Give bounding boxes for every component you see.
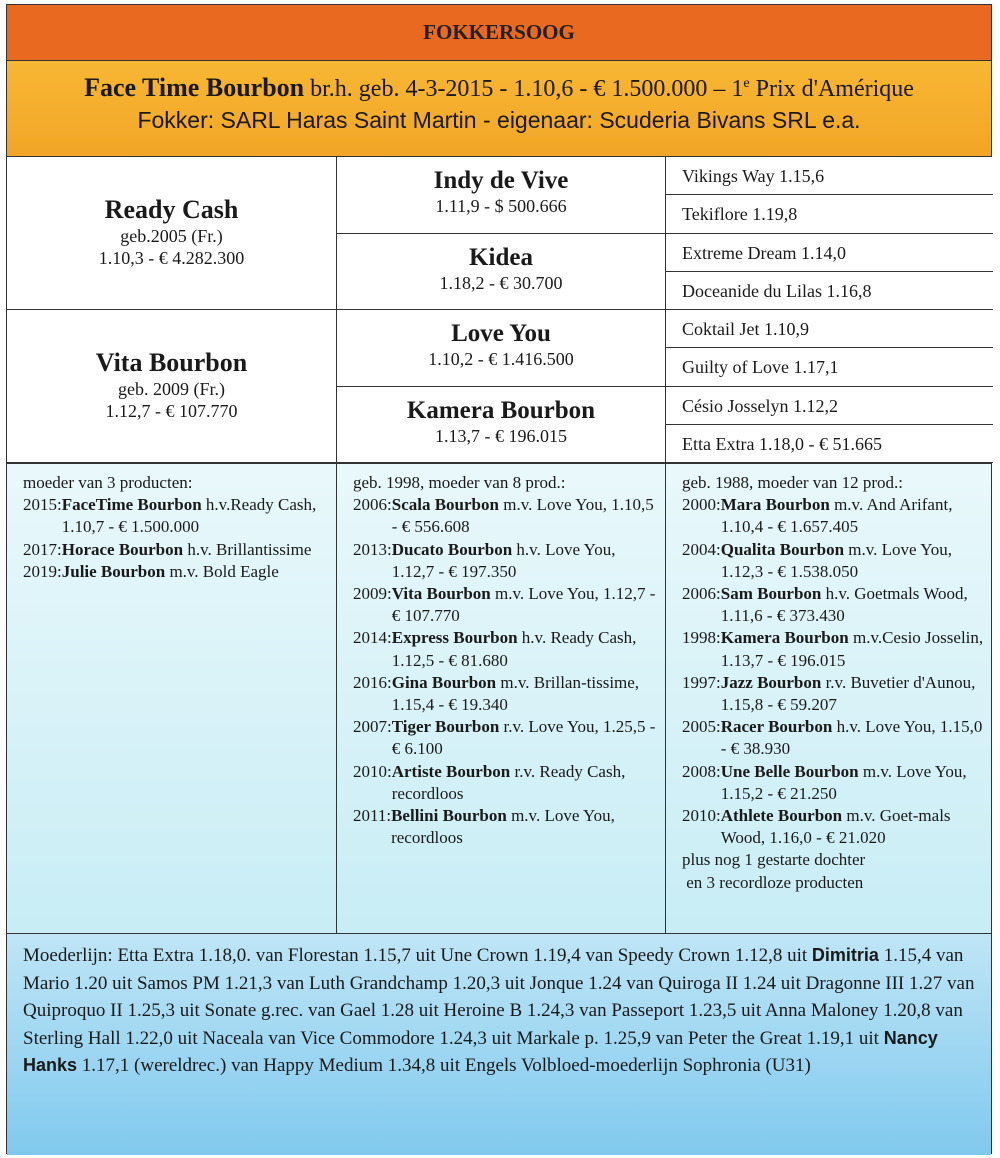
entry-name: Sam Bourbon — [720, 584, 822, 604]
entry-name: Express Bourbon — [391, 628, 518, 648]
great-grandparent-cell: Extreme Dream 1.14,0 — [666, 234, 993, 272]
grandparent-cell — [337, 157, 666, 234]
entry-year: 2015: — [23, 495, 62, 515]
column-header: geb. 1998, moeder van 8 prod.: — [353, 473, 566, 492]
offspring-entry — [682, 805, 993, 849]
entry-year: 2009: — [353, 584, 392, 604]
entry-name: Vita Bourbon — [391, 584, 491, 604]
entry-name: Une Belle Bourbon — [720, 761, 859, 781]
great-grandparent-cell: Césio Josselyn 1.12,2 — [666, 387, 993, 425]
sire-record: 1.10,3 - € 4.282.300 — [98, 248, 245, 268]
entry-year: 2010: — [682, 806, 721, 826]
offspring-entry — [682, 761, 993, 805]
grandparent-name: Love You — [451, 320, 551, 347]
entry-details: h.v. Ready Cash, 1.12,5 - € 81.680 — [391, 628, 637, 670]
offspring-entry — [682, 672, 993, 716]
entry-year: 2007: — [353, 717, 392, 737]
horse-details: br.h. geb. 4-3-2015 - 1.10,6 - € 1.500.000 – 1 — [304, 76, 744, 102]
great-grandparent-cell: Coktail Jet 1.10,9 — [666, 310, 993, 348]
offspring-entry — [23, 539, 336, 561]
great-grandparent-cell: Tekiflore 1.19,8 — [666, 195, 993, 233]
dam-record: 1.12,7 - € 107.770 — [105, 401, 238, 421]
great-grandparent-cell: Etta Extra 1.18,0 - € 51.665 — [666, 425, 993, 463]
grandparent-cell — [337, 234, 666, 311]
entry-year: 2005: — [682, 717, 721, 737]
entry-year: 2004: — [682, 539, 721, 559]
moederlijn-highlight: Dimitria — [811, 945, 879, 965]
sire-born: geb.2005 (Fr.) — [120, 226, 223, 246]
column-header: geb. 1988, moeder van 12 prod.: — [682, 473, 903, 492]
offspring-entry — [353, 494, 665, 538]
breeder-owner-line: Fokker: SARL Haras Saint Martin - eigenaar: Scuderia Bivans SRL e.a. — [137, 107, 861, 133]
grandparent-record: 1.13,7 - € 196.015 — [435, 425, 567, 446]
great-grandparent-cell: Vikings Way 1.15,6 — [666, 157, 993, 195]
offspring-entry — [353, 672, 665, 716]
dam-born: geb. 2009 (Fr.) — [118, 379, 225, 399]
entry-name: Mara Bourbon — [720, 495, 830, 515]
moederlijn-text: 1.15,4 van Mario 1.20 uit Samos PM 1.21,3 van Luth Grandchamp 1.20,3 uit Jonque 1.24 van Quiroga II 1.24 uit Dragonne III 1.27 van Quiproquo II 1.25,3 uit Sonate g.rec. van Gael 1.28 uit Heroine B 1.24,3 van Passeport 1.23,5 uit Anna Maloney 1.20,8 van Sterling Hall 1.22,0 uit Naceala van Vice Commodore 1.24,3 uit Markale p. 1.25,9 van Peter the Great 1.19,1 uit — [23, 945, 975, 1049]
column-footer: en 3 recordloze producten — [682, 872, 864, 892]
grandparent-name: Indy de Vive — [433, 167, 569, 194]
entry-details: r.v. Love You, 1.25,5 - € 6.100 — [391, 717, 656, 759]
offspring-entry — [682, 627, 993, 671]
entry-details: r.v. Buvetier d'Aunou, 1.15,8 - € 59.207 — [720, 672, 976, 715]
entry-year: 2014: — [353, 628, 392, 648]
entry-details: m.v. Love You, 1.15,2 - € 21.250 — [720, 761, 967, 803]
entry-details: m.v. Bold Eagle — [165, 561, 279, 581]
column-header: moeder van 3 producten: — [23, 473, 193, 492]
entry-details: m.v. Goet-mals Wood, 1.16,0 - € 21.020 — [720, 806, 951, 848]
offspring-section — [7, 463, 991, 933]
entry-details: m.v. Love You, 1.12,3 - € 1.538.050 — [720, 539, 953, 581]
offspring-column-granddam — [337, 464, 666, 934]
offspring-entry — [353, 716, 665, 760]
entry-year: 2019: — [23, 561, 62, 581]
entry-name: FaceTime Bourbon — [61, 495, 202, 515]
offspring-entry — [23, 494, 336, 538]
offspring-entry — [353, 761, 665, 805]
grandparent-record: 1.10,2 - € 1.416.500 — [428, 349, 574, 369]
offspring-entry — [23, 561, 336, 583]
offspring-column-great-granddam — [666, 464, 993, 934]
entry-name: Tiger Bourbon — [391, 717, 500, 737]
section-title: FOKKERSOOG — [7, 5, 991, 61]
grandparent-cell — [337, 387, 666, 464]
entry-details: r.v. Ready Cash, recordloos — [391, 761, 626, 803]
offspring-entry — [353, 627, 665, 671]
grandparent-name: Kidea — [469, 243, 533, 271]
entry-details: m.v. Brillan-tissime, 1.15,4 - € 19.340 — [391, 672, 640, 715]
entry-details: m.v. Love You, recordloos — [391, 806, 615, 848]
entry-name: Racer Bourbon — [720, 717, 833, 737]
entry-name: Bellini Bourbon — [391, 806, 507, 826]
offspring-entry — [353, 805, 665, 849]
entry-year: 2008: — [682, 761, 721, 781]
offspring-entry — [682, 539, 993, 583]
offspring-entry — [682, 716, 993, 760]
entry-name: Athlete Bourbon — [720, 806, 843, 826]
entry-year: 1997: — [682, 672, 721, 692]
entry-details: m.v.Cesio Josselin, 1.13,7 - € 196.015 — [720, 628, 984, 670]
entry-year: 2016: — [353, 672, 392, 692]
offspring-entry — [682, 583, 993, 627]
dam-cell — [7, 310, 337, 463]
entry-details: h.v. Goetmals Wood, 1.11,6 - € 373.430 — [720, 584, 968, 626]
horse-details-sup: e — [743, 76, 750, 91]
entry-name: Qualita Bourbon — [720, 539, 845, 559]
great-grandparent-cell: Doceanide du Lilas 1.16,8 — [666, 272, 993, 310]
horse-name: Face Time Bourbon — [84, 73, 305, 102]
entry-year: 1998: — [682, 628, 721, 648]
entry-year: 2017: — [23, 539, 62, 559]
great-grandparent-cell: Guilty of Love 1.17,1 — [666, 348, 993, 386]
offspring-entry — [353, 539, 665, 583]
entry-name: Jazz Bourbon — [720, 672, 822, 692]
horse-header — [7, 61, 991, 157]
sire-cell — [7, 157, 337, 310]
entry-details: h.v. Love You, 1.15,0 - € 38.930 — [720, 717, 983, 759]
dam-name: Vita Bourbon — [95, 348, 248, 377]
pedigree-table — [7, 157, 991, 463]
column-footer: plus nog 1 gestarte dochter — [682, 850, 866, 870]
entry-name: Gina Bourbon — [391, 672, 497, 692]
moederlijn-text: 1.17,1 (wereldrec.) van Happy Medium 1.34,8 uit Engels Volbloed-moederlijn Sophronia (U31) — [77, 1055, 811, 1076]
grandparent-record: 1.18,2 - € 30.700 — [439, 272, 563, 293]
offspring-column-dam — [7, 464, 337, 934]
fokkersoog-sheet — [6, 4, 992, 1154]
entry-year: 2011: — [353, 806, 392, 826]
entry-details: h.v.Ready Cash, 1.10,7 - € 1.500.000 — [61, 495, 317, 537]
entry-year: 2013: — [353, 539, 392, 559]
offspring-entry — [353, 583, 665, 627]
entry-name: Horace Bourbon — [61, 539, 184, 559]
entry-details: m.v. And Arifant, 1.10,4 - € 1.657.405 — [720, 495, 953, 537]
grandparent-cell — [337, 310, 666, 387]
entry-details: m.v. Love You, 1.10,5 - € 556.608 — [391, 495, 654, 537]
entry-name: Scala Bourbon — [391, 495, 499, 515]
entry-details: h.v. Brillantissime — [183, 539, 312, 559]
moederlijn-text: Moederlijn: Etta Extra 1.18,0. van Florestan 1.15,7 uit Une Crown 1.19,4 van Speedy Crown 1.12,8 uit — [23, 945, 812, 966]
entry-name: Ducato Bourbon — [391, 539, 513, 559]
grandparent-record: 1.11,9 - $ 500.666 — [435, 196, 567, 216]
grandparent-name: Kamera Bourbon — [406, 396, 596, 424]
offspring-entry — [682, 494, 993, 538]
entry-name: Julie Bourbon — [61, 561, 166, 581]
entry-year: 2010: — [353, 761, 392, 781]
entry-name: Kamera Bourbon — [720, 628, 849, 648]
entry-year: 2006: — [353, 495, 392, 515]
sire-name: Ready Cash — [104, 195, 239, 224]
horse-line — [7, 73, 991, 103]
entry-year: 2006: — [682, 584, 721, 604]
entry-details: h.v. Love You, 1.12,7 - € 197.350 — [391, 539, 616, 581]
entry-details: m.v. Love You, 1.12,7 - € 107.770 — [391, 584, 656, 626]
entry-year: 2000: — [682, 495, 721, 515]
moederlijn-paragraph — [7, 933, 991, 1155]
moederlijn-highlight: Nancy Hanks — [23, 1027, 938, 1075]
horse-details-2: Prix d'Amérique — [749, 76, 914, 102]
entry-name: Artiste Bourbon — [391, 761, 511, 781]
